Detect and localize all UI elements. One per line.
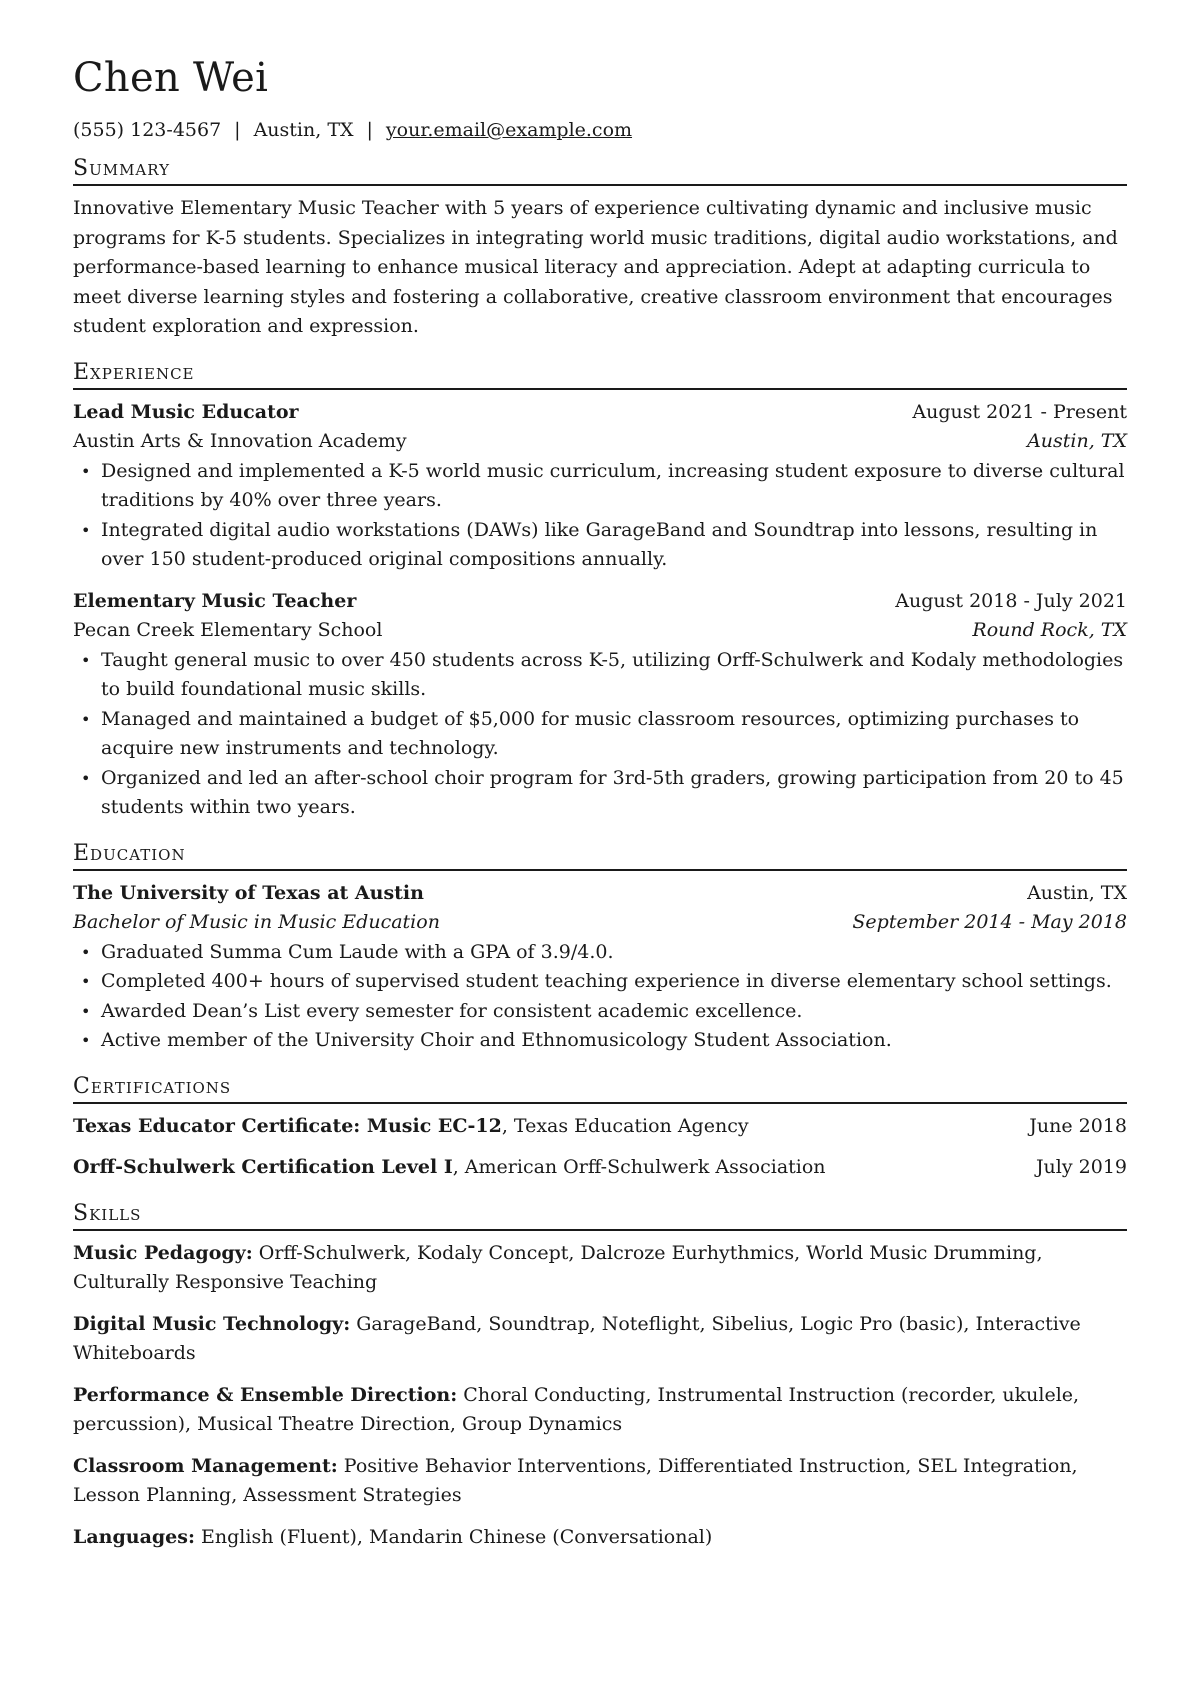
skill-label: Classroom Management: (73, 1454, 338, 1477)
certification-date: July 2019 (1035, 1156, 1127, 1178)
skill-label: Music Pedagogy: (73, 1241, 253, 1264)
phone-number: (555) 123-4567 (73, 119, 222, 141)
job-bullets (73, 457, 1127, 575)
certification-entry (73, 1153, 1127, 1183)
skill-text: English (Fluent), Mandarin Chinese (Conversational) (194, 1525, 713, 1548)
skill-text: Choral Conducting, Instrumental Instruction (recorder, ukulele, percussion), Musical Theatre Direction, Group Dynamics (73, 1383, 1080, 1435)
education-section (73, 841, 1127, 1056)
certifications-section (73, 1074, 1127, 1183)
list-item: • Completed 400+ hours of supervised student teaching experience in diverse elementary school settings. (73, 967, 1127, 997)
school-location: Austin, TX (1027, 881, 1127, 904)
skill-entry (73, 1381, 1127, 1440)
skills-section (73, 1201, 1127, 1553)
skill-entry (73, 1310, 1127, 1369)
section-heading: Experience (73, 360, 1127, 390)
list-item: • Taught general music to over 450 students across K-5, utilizing Orff-Schulwerk and Kodaly methodologies to build foundational music skills. (73, 646, 1127, 705)
certification-entry (73, 1112, 1127, 1142)
job-role: Lead Music Educator (73, 400, 299, 423)
job-organization: Pecan Creek Elementary School (73, 619, 383, 641)
job-dates: August 2021 - Present (912, 400, 1127, 423)
certification-date: June 2018 (1029, 1114, 1127, 1137)
list-item: • Active member of the University Choir and Ethnomusicology Student Association. (73, 1026, 1127, 1056)
list-item: • Designed and implemented a K-5 world music curriculum, increasing student exposure to diverse cultural traditions by 40% over three years. (73, 457, 1127, 516)
education-dates: September 2014 - May 2018 (852, 911, 1127, 933)
skill-label: Digital Music Technology: (73, 1312, 351, 1335)
skill-entry (73, 1239, 1127, 1298)
contact-separator: | (234, 119, 241, 141)
job-location: Austin, TX (1027, 430, 1127, 452)
section-heading: Education (73, 841, 1127, 871)
skill-text: Orff-Schulwerk, Kodaly Concept, Dalcroze Eurhythmics, World Music Drumming, Culturally Responsive Teaching (73, 1241, 1043, 1293)
section-heading: Summary (73, 156, 1127, 186)
list-item: • Managed and maintained a budget of $5,000 for music classroom resources, optimizing purchases to acquire new instruments and technology. (73, 705, 1127, 764)
job-dates: August 2018 - July 2021 (895, 589, 1127, 612)
job-role: Elementary Music Teacher (73, 589, 357, 612)
certification-issuer: , American Orff-Schulwerk Association (452, 1156, 826, 1178)
school-name: The University of Texas at Austin (73, 881, 424, 904)
certification-name: Texas Educator Certificate: Music EC-12 (73, 1114, 502, 1137)
skill-label: Languages: (73, 1525, 195, 1548)
degree-name: Bachelor of Music in Music Education (73, 911, 440, 933)
skill-label: Performance & Ensemble Direction: (73, 1383, 458, 1406)
skill-text: Positive Behavior Interventions, Differentiated Instruction, SEL Integration, Lesson Planning, Assessment Strategies (73, 1454, 1078, 1506)
contact-separator: | (366, 119, 373, 141)
summary-text: Innovative Elementary Music Teacher with 5 years of experience cultivating dynamic and inclusive music programs for K-5 students. Specializes in integrating world music traditions, digital audio workstations, and performance-based learning to enhance musical literacy and appreciation. Adept at adapting curricula to meet diverse learning styles and fostering a collaborative, creative classroom environment that encourages student exploration and expression. (73, 197, 1118, 337)
job-entry (73, 398, 1127, 575)
job-entry (73, 587, 1127, 823)
skill-text: GarageBand, Soundtrap, Noteflight, Sibelius, Logic Pro (basic), Interactive Whiteboards (73, 1312, 1081, 1364)
experience-section (73, 360, 1127, 823)
skill-entry (73, 1452, 1127, 1511)
email-link[interactable]: your.email@example.com (385, 119, 633, 141)
skill-entry (73, 1523, 1127, 1553)
job-bullets (73, 646, 1127, 823)
contact-line (73, 118, 1127, 142)
list-item: • Integrated digital audio workstations (DAWs) like GarageBand and Soundtrap into lessons, resulting in over 150 student-produced original compositions annually. (73, 516, 1127, 575)
list-item: • Awarded Dean’s List every semester for consistent academic excellence. (73, 997, 1127, 1027)
summary-section (73, 156, 1127, 342)
candidate-name: Chen Wei (73, 55, 269, 101)
job-organization: Austin Arts & Innovation Academy (73, 430, 407, 452)
certification-issuer: , Texas Education Agency (501, 1114, 749, 1137)
job-location: Round Rock, TX (972, 619, 1127, 641)
location: Austin, TX (253, 119, 354, 141)
section-heading: Certifications (73, 1074, 1127, 1104)
certification-name: Orff-Schulwerk Certification Level I (73, 1156, 453, 1178)
section-heading: Skills (73, 1201, 1127, 1231)
education-bullets (73, 938, 1127, 1056)
list-item: • Organized and led an after-school choir program for 3rd-5th graders, growing participation from 20 to 45 students within two years. (73, 764, 1127, 823)
resume-page (73, 55, 1127, 1570)
list-item: • Graduated Summa Cum Laude with a GPA of 3.9/4.0. (73, 938, 1127, 968)
